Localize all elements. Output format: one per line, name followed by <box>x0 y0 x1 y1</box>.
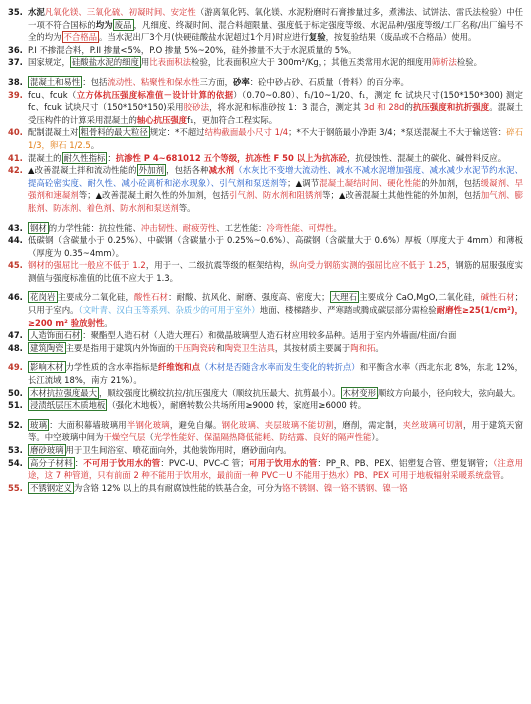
text-segment: 缓凝剂、早强剂和速凝剂 <box>28 177 524 201</box>
text-segment: 3d 和 28d <box>363 102 405 113</box>
item-number: 40. <box>8 127 23 138</box>
boxed-term: 浸渍纸层压木质地板 <box>30 400 106 411</box>
text-segment: 用于卫生间浴室、喷花面向外，其他装饰用时，磨砂面向内。 <box>65 445 292 455</box>
text-segment: ，顺纹强度比横纹抗拉/抗压强度大（顺纹抗压最大、抗剪最小）。 <box>99 387 341 398</box>
list-item <box>8 387 523 400</box>
text-segment: 比表面积法 <box>149 57 192 68</box>
text-segment: 加气剂、膨胀剂、防冻剂、着色剂、防水剂和泵送剂 <box>28 190 524 213</box>
list-item <box>8 329 523 342</box>
item-text <box>28 399 523 412</box>
text-segment: 。当水泥出厂3个月(快硬硅酸盐水泥超过1个月)时应进行 <box>99 32 309 43</box>
text-segment: （强化木地板），耐磨转数公共场所用≥9000 转，家庭用≥6000 转。 <box>107 400 367 411</box>
text-segment: 碎石 1/3，卵石 1/2.5 <box>28 127 524 150</box>
item-text <box>28 457 523 482</box>
item-number: 45. <box>8 260 23 271</box>
text-segment: ，其按材质主要属于 <box>274 342 351 353</box>
boxed-term: 废品 <box>114 19 132 30</box>
text-segment: f₁，更加符合工程实际。 <box>187 114 278 125</box>
boxed-term: 不合格品 <box>63 32 97 43</box>
text-segment: ；▲调节 <box>287 177 320 188</box>
text-segment: 钢材的强屈比一般应不低于 1.2 <box>28 260 146 271</box>
list-item <box>8 399 523 412</box>
text-segment: 主要成分 CaO,MgO,二氧化硅， <box>359 292 481 303</box>
boxed-term: 大理石 <box>331 292 358 303</box>
item-number: 35. <box>8 7 23 17</box>
text-segment: P.I 不掺混合料，P.II 掺量<5%，P.O 掺量 5%~20%，硅外掺量不大于水泥质量的 5%。 <box>28 44 357 55</box>
text-segment: 碱性石材 <box>480 292 515 303</box>
list-item <box>8 44 523 57</box>
item-number: 41. <box>8 152 23 163</box>
boxed-term: 花岗岩 <box>30 292 56 303</box>
text-segment: ：砼中砂占砂、石质量（骨料）的百分率。 <box>249 76 409 87</box>
item-number: 43. <box>8 222 23 233</box>
boxed-term: 外加剂 <box>138 165 165 176</box>
text-segment: 检验，比表面积应大于 300m²/Kg，；其他五类常用水泥的细度用 <box>191 57 432 68</box>
item-text <box>28 361 523 386</box>
item-number: 39. <box>8 89 23 100</box>
item-text <box>28 259 523 284</box>
item-text <box>28 419 523 444</box>
text-segment: ▲改善混凝土拌和流动性能的 <box>28 165 137 176</box>
text-segment: ）。 <box>371 432 384 443</box>
text-segment: 主要是指用于建筑内外饰面的 <box>65 342 175 353</box>
text-segment: 。 <box>104 317 113 328</box>
text-segment: 结构截面最小尺寸 1/4 <box>204 127 289 138</box>
text-segment: 和平衡含水率（西北东北 8%，东北 12%，长江流域 18%，南方 21%）。 <box>28 362 524 386</box>
text-segment: ： <box>107 152 116 163</box>
item-number: 53. <box>8 445 23 455</box>
text-segment: 可用于饮用水的管 <box>248 457 318 468</box>
list-item <box>8 482 523 495</box>
text-segment: （文叶青、汉白玉等系列、杂质少的可用于室外） <box>78 305 260 316</box>
text-segment: （注意用途，这 7 种管道，只有前面 2 种不能用于饮用水，最前面一种 PVC－U 不能用于热水）PB、PEX 可用于地板辐射采暖系统盘管 <box>28 457 524 481</box>
text-segment: 立方体抗压强度标准值－设计计算的依据 <box>76 89 234 100</box>
text-segment: ；*不大于钢筋最小净距 3/4；*泵送混凝土不大于输送管： <box>288 127 507 138</box>
item-number: 49. <box>8 362 23 373</box>
text-segment: 混凝土凝结时间、硬化性能 <box>319 177 422 188</box>
text-segment: ，用于一、二级抗震等级的框架结构， <box>145 260 290 271</box>
boxed-term: 钢材 <box>30 222 47 233</box>
text-segment: 三方面， <box>199 76 233 87</box>
text-segment: 主要成分二氧化硅， <box>57 292 135 303</box>
text-segment: 引气剂、防水剂和阻锈剂 <box>229 190 323 201</box>
text-segment: 为含铬 12% 以上的具有耐腐蚀性能的铁基合金，可分为 <box>73 482 283 493</box>
text-segment: ，按复验结果（废品或不合格品）使用。 <box>325 32 477 43</box>
text-segment: 纵向受力钢筋实测的强屈比应不低于 1.25 <box>289 260 447 271</box>
text-segment: 的外加剂，包括 <box>421 177 481 188</box>
text-segment: 冷弯性能、可焊性 <box>266 222 334 233</box>
list-item <box>8 444 523 457</box>
list-item <box>8 234 523 259</box>
text-segment: 抗压强度和抗折强度 <box>412 102 490 113</box>
boxed-term: 不锈钢定义 <box>30 482 72 493</box>
boxed-term: 混凝土和易性 <box>30 76 81 87</box>
list-item <box>8 126 523 151</box>
text-segment: 水泥 <box>28 7 45 17</box>
text-segment: 耐磨性≥25(1/cm²)，≥200 m² 验放射性 <box>28 305 524 328</box>
item-text <box>28 387 523 400</box>
text-segment: 检验。 <box>456 57 482 68</box>
text-segment: 、工艺性能： <box>216 222 267 233</box>
text-segment: 用 <box>140 57 150 68</box>
text-segment: 等；▲改善混凝土耐久性的外加剂，包括 <box>78 190 230 201</box>
text-segment: ，将水泥和标准砂按 1：3 混合，测定其 <box>209 102 364 113</box>
text-segment: ： <box>74 457 84 468</box>
text-segment: 干压陶瓷砖 <box>174 342 217 353</box>
text-segment: 力学性质的含水率指标是 <box>65 362 159 373</box>
item-number: 51. <box>8 400 23 411</box>
text-segment: 减水剂 <box>208 165 235 176</box>
item-text <box>28 234 523 259</box>
list-item <box>8 259 523 284</box>
list-item <box>8 361 523 386</box>
item-text <box>28 482 523 495</box>
item-number: 50. <box>8 387 23 398</box>
text-segment: 。 <box>375 342 384 353</box>
boxed-term: 粗骨料的最大粒径 <box>80 127 148 138</box>
item-number: 55. <box>8 482 23 493</box>
text-segment: 。 <box>500 470 509 481</box>
text-segment: ：耐酸、抗风化、耐磨、强度高、密度大； <box>168 292 330 303</box>
item-number: 42. <box>8 165 23 176</box>
item-number: 36. <box>8 44 23 55</box>
text-segment: 流动性、粘聚性和保水性 <box>107 76 200 87</box>
item-text <box>28 6 523 44</box>
text-segment: 干燥空气层 <box>103 432 146 443</box>
list-item <box>8 419 523 444</box>
item-number: 54. <box>8 457 23 468</box>
boxed-term: 耐久性指标 <box>63 152 106 163</box>
list-item <box>8 6 523 44</box>
text-segment: 冲击韧性、耐疲劳性 <box>140 222 217 233</box>
text-segment: 。混凝土受压构件的计算采用混凝土的 <box>28 102 524 125</box>
list-item <box>8 76 523 89</box>
text-segment: 的力学性能：抗拉性能、 <box>48 222 141 233</box>
text-segment: fcu、fcuk（ <box>28 89 77 100</box>
text-segment: ：PP_R、PB、PEX、铝塑复合管、塑复钢管； <box>317 457 493 468</box>
item-number: 44. <box>8 235 23 246</box>
text-segment: ，避免自爆。 <box>169 419 222 430</box>
text-segment: （ <box>145 432 154 443</box>
text-segment: 胶砂法 <box>183 102 210 113</box>
text-segment: 砂率 <box>233 76 250 87</box>
text-segment: 混凝土的 <box>28 152 62 163</box>
text-segment: 规定：*不超过 <box>149 127 205 138</box>
item-text <box>28 56 523 69</box>
text-segment: 顺纹方向最小，径向较大，弦向最大。 <box>378 387 521 398</box>
item-number: 48. <box>8 342 23 353</box>
text-segment: 。 <box>333 222 342 233</box>
text-segment: 陶和拓 <box>350 342 376 353</box>
item-text <box>28 89 523 127</box>
boxed-term: 影响木材 <box>30 362 64 373</box>
text-segment: 夹丝玻璃可切割 <box>402 419 463 430</box>
text-segment: 光学性能好、保温隔热降低能耗、防结露、良好的隔声性能 <box>153 432 372 443</box>
text-segment: 均为 <box>95 19 113 30</box>
list-item <box>8 152 523 165</box>
item-text <box>28 164 523 214</box>
list-item <box>8 56 523 69</box>
item-text <box>28 291 523 329</box>
item-number: 37. <box>8 57 23 68</box>
boxed-term: 人造饰面石材 <box>30 330 81 341</box>
text-segment: 纤维饱和点 <box>158 362 201 373</box>
text-segment: ：聚酯型人造石材（人造大理石）和微晶玻璃型人造石材应用较多品种。适用于室内外墙面/柱面/台面 <box>82 330 457 341</box>
text-segment: 酸性石材 <box>134 292 169 303</box>
text-segment: 陶瓷卫生洁具 <box>224 342 275 353</box>
text-segment: （木材是否随含水率而发生变化的转折点） <box>200 362 360 373</box>
item-number: 46. <box>8 292 23 303</box>
text-segment: 配制混凝土对 <box>28 127 79 138</box>
list-item <box>8 457 523 482</box>
text-segment: 等；▲改善混凝土其他性能的外加剂，包括 <box>322 190 481 201</box>
boxed-term: 玻璃 <box>30 419 48 430</box>
text-segment: （水灰比不变增大流动性、减水不减水泥增加强度、减水减少水泥节约水泥、提高砼密实度、耐久性、减小砼离析和泌水现象）、引气剂和泵送剂等 <box>28 165 524 188</box>
item-text <box>28 329 523 342</box>
text-segment: ，凡细度、终凝时间、混合料超限量、强度低于标定强度等级、水泥品种/强度等级/工厂名称/出厂编号不全的均为 <box>28 19 524 43</box>
item-number: 38. <box>8 76 23 87</box>
text-segment: ：包括 <box>82 76 108 87</box>
list-item <box>8 342 523 355</box>
text-segment: 半钢化玻璃 <box>126 419 170 430</box>
item-text <box>28 44 523 57</box>
text-segment: ，磨削，需定制， <box>333 419 403 430</box>
text-segment: 不可用于饮用水的管 <box>83 457 161 468</box>
item-number: 47. <box>8 330 23 341</box>
item-text <box>28 444 523 457</box>
text-segment: ：大面积幕墙玻璃用 <box>49 419 127 430</box>
text-segment: ；只用于室内。 <box>28 292 524 316</box>
boxed-term: 磨砂玻璃 <box>30 445 64 455</box>
text-segment: ：PVC-U、PVC-C 管； <box>160 457 249 468</box>
text-segment: ，包括各种 <box>166 165 209 176</box>
text-segment: 国家规定， <box>28 57 70 68</box>
text-segment: 和 <box>216 342 225 353</box>
item-text <box>28 126 523 151</box>
list-item <box>8 222 523 235</box>
text-segment: 低碳钢（含碳量小于 0.25%）、中碳钢（含碳量小于 0.25%~0.6%）、高碳钢（含碳量大于 0.6%）厚板（厚度大于 4mm）和薄板（厚度为 0.35~4mm）。 <box>28 235 523 258</box>
text-segment: ）（0.70~0.80）、f₁/10~1/20、f₁，测定 fc 试块尺寸(150*150*300) 测定 fc、fcuk 试块尺寸（150*150*150)采用 <box>28 89 524 113</box>
boxed-term: 建筑陶瓷 <box>30 342 64 353</box>
text-segment: ，抗侵蚀性、混凝土的碳化、碱骨料反应。 <box>346 152 507 163</box>
text-segment: （游离氧化钙、氧化镁、水泥粉磨时石膏掺量过多，煮沸法、试饼法、雷氏法检验）中任一项不符合国标的 <box>28 7 524 30</box>
text-segment: 筛析法 <box>431 57 457 68</box>
text-segment: 抗渗性 P 4~681012 五个等级，抗冻性 F 50 以上为抗冻砼 <box>115 152 347 163</box>
text-segment: 的 <box>404 102 413 113</box>
boxed-term: 木材变形 <box>342 387 376 398</box>
text-segment: 地面、楼梯踏步、严寒踏或腾成碳层部分需检验 <box>259 305 437 316</box>
text-segment: 等。 <box>178 202 196 213</box>
boxed-term: 木材抗拉强度最大 <box>30 387 97 398</box>
boxed-term: 硅酸盐水泥的细度 <box>71 57 139 68</box>
text-segment: 轴心抗压强度 <box>136 114 188 125</box>
item-text <box>28 342 523 355</box>
text-segment: ，钢筋的屈服强度实测值与强度标准值的比值不应大于 1.3。 <box>28 260 524 283</box>
text-segment: 钢化玻璃、夹层玻璃不能切割 <box>221 419 334 430</box>
boxed-term: 高分子材料 <box>30 457 73 468</box>
item-text <box>28 152 523 165</box>
text-segment: 凡氧化镁、三氧化硫、初凝时间、安定性 <box>44 7 196 17</box>
list-item <box>8 164 523 214</box>
text-segment: ，用于建筑天窗等。中空玻璃中间为 <box>28 419 524 443</box>
list-item <box>8 89 523 127</box>
text-segment: 铬不锈钢、镍一铬不锈钢、镍一铬 <box>282 482 408 493</box>
item-number: 52. <box>8 419 23 430</box>
item-text <box>28 222 523 235</box>
text-segment: 复验 <box>308 32 326 43</box>
list-item <box>8 291 523 329</box>
text-segment: 。 <box>90 139 100 150</box>
item-text <box>28 76 523 89</box>
